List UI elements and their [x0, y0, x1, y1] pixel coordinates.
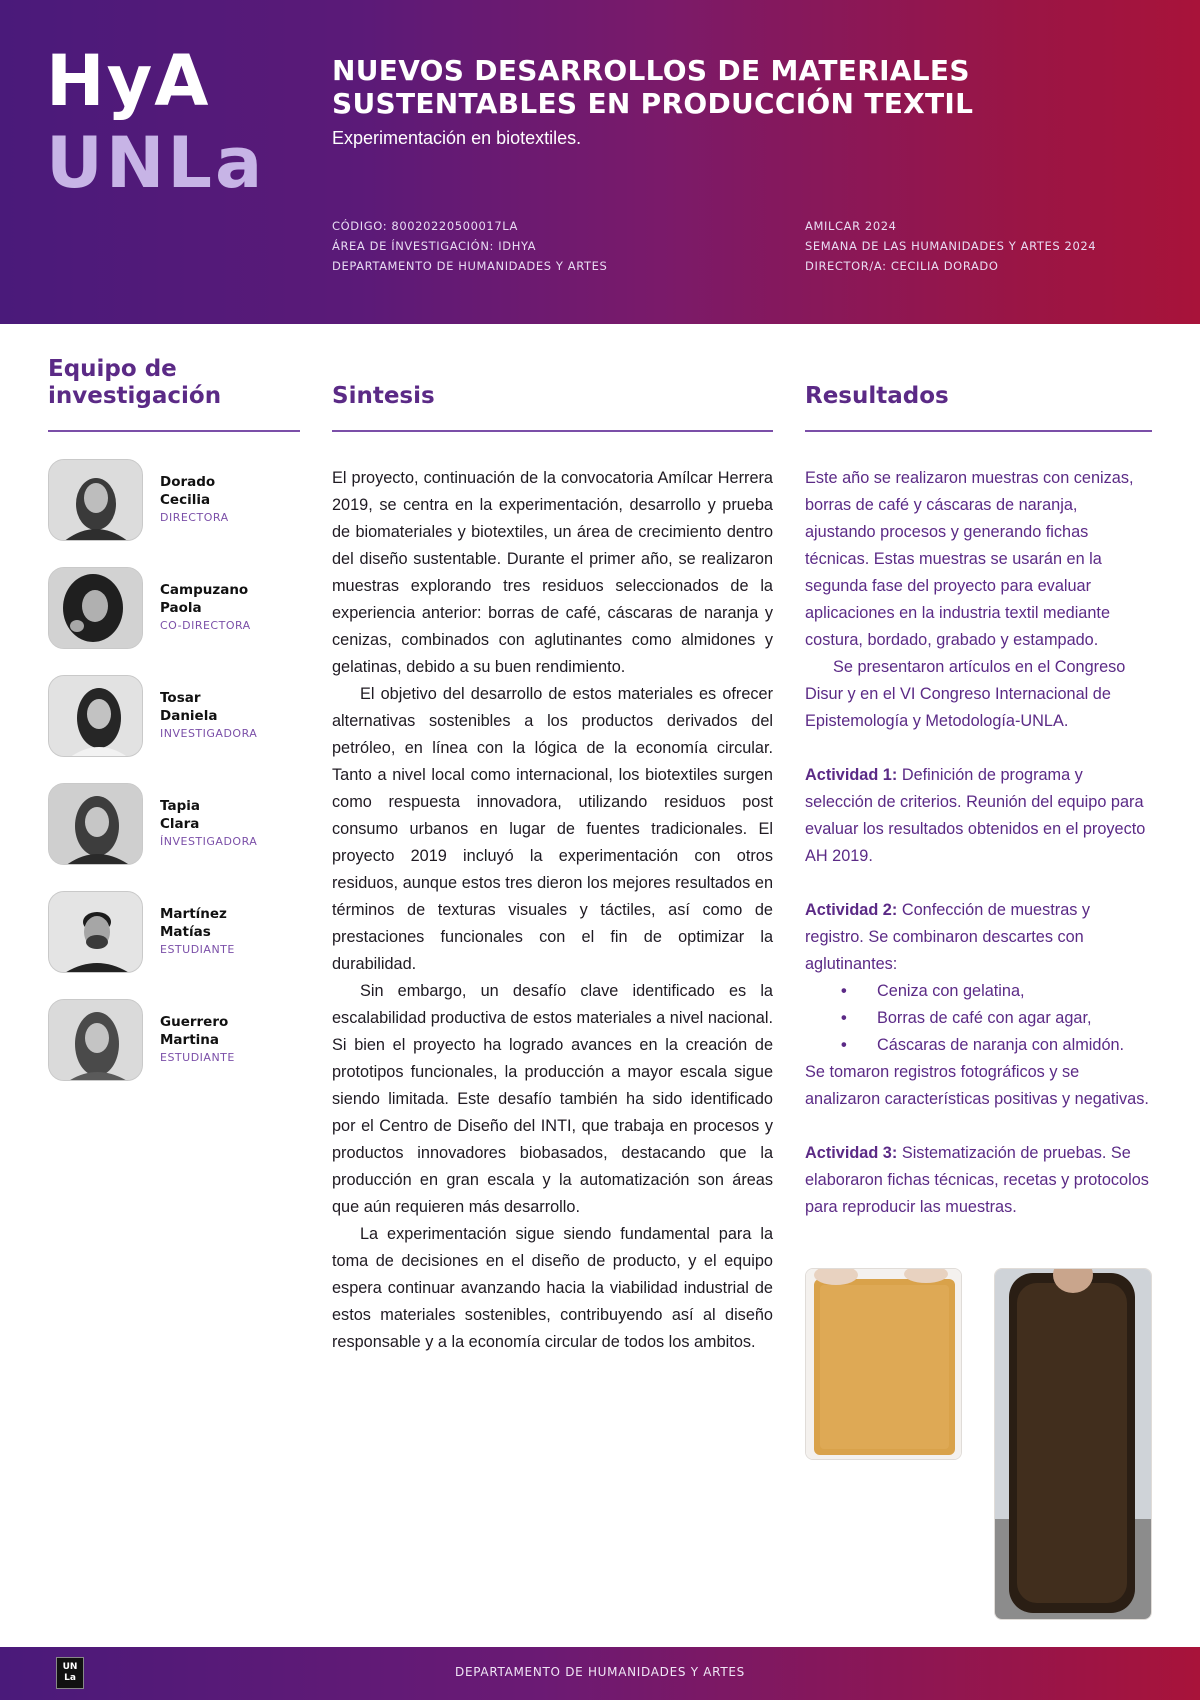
activity-2-list	[805, 978, 1151, 1059]
member-firstname: Clara	[160, 816, 200, 832]
member-firstname: Daniela	[160, 708, 218, 724]
avatar	[48, 675, 143, 757]
member-role: CO-DIRECTORA	[160, 619, 251, 632]
meta-area: ÁREA DE ÍNVESTIGACIÓN: IDHYA	[332, 239, 537, 253]
activity-3	[805, 1140, 1151, 1221]
title-line-1: NUEVOS DESARROLLOS DE MATERIALES	[332, 54, 970, 87]
results-body	[805, 465, 1151, 1221]
meta-department: DEPARTAMENTO DE HUMANIDADES Y ARTES	[332, 259, 608, 273]
member-name	[160, 1013, 300, 1049]
member-name	[160, 473, 300, 509]
member-surname: Tosar	[160, 690, 201, 706]
team-member	[48, 783, 298, 865]
member-firstname: Martina	[160, 1032, 220, 1048]
team-divider	[48, 430, 300, 432]
activity-2-text: Confección de muestras y registro. Se combinaron descartes con aglutinantes:	[805, 901, 1091, 973]
member-name	[160, 797, 300, 833]
member-role: ESTUDIANTE	[160, 1051, 235, 1064]
team-heading-line-2: investigación	[48, 383, 222, 409]
synthesis-divider	[332, 430, 773, 432]
team-heading	[48, 356, 221, 410]
team-member	[48, 999, 298, 1081]
list-item: • Cáscaras de naranja con almidón.	[805, 1032, 1151, 1059]
member-surname: Tapia	[160, 798, 200, 814]
member-role: DIRECTORA	[160, 511, 229, 524]
member-surname: Campuzano	[160, 582, 249, 598]
activity-1	[805, 762, 1151, 870]
team-member	[48, 675, 298, 757]
member-role: INVESTIGADORA	[160, 727, 258, 740]
results-heading: Resultados	[805, 383, 949, 409]
activity-2	[805, 897, 1151, 978]
synthesis-paragraph: El proyecto, continuación de la convocatoria Amílcar Herrera 2019, se centra en la experimentación, desarrollo y prueba de biomateriales y biotextiles, un área de crecimiento dentro del diseño sustentable. Durante el primer año, se realizaron muestras explorando tres residuos seleccionados de la experiencia anterior: borras de café, cáscaras de naranja y cenizas, combinados con aglutinantes como almidones y gelatinas, debido a su buen rendimiento.	[332, 469, 773, 676]
list-item: • Ceniza con gelatina,	[805, 978, 1151, 1005]
hya-unla-logo	[46, 40, 266, 204]
meta-director: DIRECTOR/A: CECILIA DORADO	[805, 259, 999, 273]
member-firstname: Matías	[160, 924, 211, 940]
project-meta-right	[805, 216, 1096, 276]
page-title	[332, 54, 1152, 120]
unla-footer-logo: UN La	[56, 1657, 84, 1689]
activity-2-after: Se tomaron registros fotográficos y se analizaron características positivas y negativas.	[805, 1063, 1149, 1108]
meta-code: CÓDIGO: 80020220500017LA	[332, 219, 518, 233]
synthesis-paragraph: El objetivo del desarrollo de estos materiales es ofrecer alternativas sostenibles a los productos derivados del petróleo, en línea con la lógica de la economía circular. Tanto a nivel local como internacional, los biotextiles surgen como respuesta innovadora, utilizando residuos post consumo urbanos en lugar de fuentes tradicionales. El proyecto 2019 incluyó la experimentación con otros residuos, aunque estos tres dieron los mejores resultados en términos de texturas visuales y táctiles, así como de prestaciones funcionales con el fin de optimizar la durabilidad.	[332, 685, 773, 973]
meta-program: AMILCAR 2024	[805, 219, 897, 233]
results-divider	[805, 430, 1152, 432]
avatar	[48, 891, 143, 973]
member-role: ESTUDIANTE	[160, 943, 235, 956]
page-footer	[0, 1647, 1200, 1700]
activity-1-text: Definición de programa y selección de criterios. Reunión del equipo para evaluar los resultados obtenidos en el proyecto AH 2019.	[805, 766, 1146, 865]
synthesis-body	[332, 465, 773, 1356]
logo-unla: UNLa	[46, 122, 266, 204]
member-surname: Dorado	[160, 474, 216, 490]
synthesis-paragraph: La experimentación sigue siendo fundamental para la toma de decisiones en el diseño de producto, y el equipo espera continuar avanzando hacia la viabilidad industrial de estos materiales sostenibles, contribuyendo así al diseño responsable y a la economía circular de todos los ambitos.	[332, 1225, 773, 1351]
avatar	[48, 567, 143, 649]
synthesis-heading: Sintesis	[332, 383, 435, 409]
member-firstname: Cecilia	[160, 492, 211, 508]
member-role: ÍNVESTIGADORA	[160, 835, 258, 848]
activity-1-label: Actividad 1:	[805, 766, 898, 784]
member-firstname: Paola	[160, 600, 202, 616]
list-item: • Borras de café con agar agar,	[805, 1005, 1151, 1032]
team-member	[48, 459, 298, 541]
orange-peel-sample-photo	[805, 1268, 962, 1460]
activity-3-text: Sistematización de pruebas. Se elaboraron fichas técnicas, recetas y protocolos para reproducir las muestras.	[805, 1144, 1149, 1216]
member-name	[160, 581, 300, 617]
member-name	[160, 689, 300, 725]
page-header	[0, 0, 1200, 324]
logo-hya: HyA	[46, 40, 211, 122]
meta-event: SEMANA DE LAS HUMANIDADES Y ARTES 2024	[805, 239, 1097, 253]
results-intro: Este año se realizaron muestras con cenizas, borras de café y cáscaras de naranja, ajustando procesos y generando fichas técnicas. Estas muestras se usarán en la segunda fase del proyecto para evaluar aplicaciones en la industria textil mediante costura, bordado, grabado y estampado.	[805, 469, 1134, 649]
team-member	[48, 891, 298, 973]
footer-department: DEPARTAMENTO DE HUMANIDADES Y ARTES	[455, 1665, 745, 1679]
avatar	[48, 999, 143, 1081]
avatar	[48, 459, 143, 541]
results-publications: Se presentaron artículos en el Congreso Disur y en el VI Congreso Internacional de Epistemología y Metodología-UNLA.	[805, 658, 1126, 730]
member-surname: Martínez	[160, 906, 227, 922]
synthesis-paragraph: Sin embargo, un desafío clave identificado es la escalabilidad productiva de estos materiales a nivel nacional. Si bien el proyecto ha logrado avances en la creación de prototipos funcionales, la producción a mayor escala sigue siendo limitada. Este desafío también ha sido identificado por el Centro de Diseño del INTI, que trabaja en procesos y productos innovadores biobasados, destacando que la producción en gran escala y la automatización son áreas que aún requieren más desarrollo.	[332, 982, 773, 1216]
avatar	[48, 783, 143, 865]
member-surname: Guerrero	[160, 1014, 229, 1030]
coffee-grounds-sample-photo	[994, 1268, 1152, 1620]
activity-3-label: Actividad 3:	[805, 1144, 898, 1162]
team-member	[48, 567, 298, 649]
activity-2-label: Actividad 2:	[805, 901, 898, 919]
team-heading-line-1: Equipo de	[48, 356, 177, 382]
member-name	[160, 905, 300, 941]
project-meta-left	[332, 216, 607, 276]
title-line-2: SUSTENTABLES EN PRODUCCIÓN TEXTIL	[332, 87, 974, 120]
page-subtitle: Experimentación en biotextiles.	[332, 128, 582, 148]
